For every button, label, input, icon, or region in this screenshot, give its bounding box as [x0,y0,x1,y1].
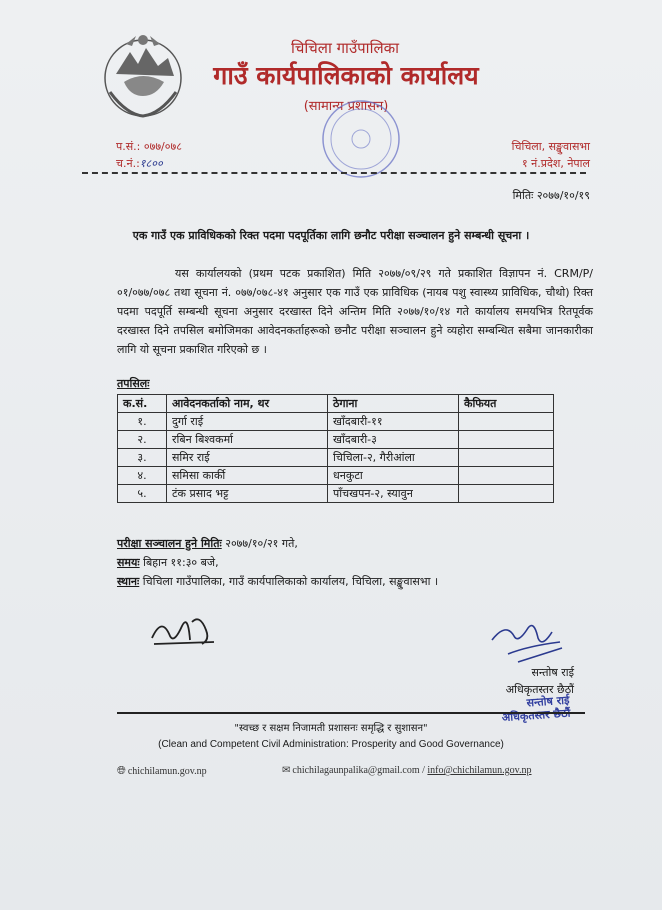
cell-serial: ४. [118,467,167,485]
website-link[interactable] [117,765,207,778]
right-signature [488,618,568,668]
cell-address: खाँदबारी-११ [328,413,459,431]
letter-number-value: ०७७/०७८ [143,140,182,153]
cell-name: टंक प्रसाद भट्ट [167,485,328,503]
notice-body: यस कार्यालयको (प्रथम पटक प्रकाशित) मिति २०७७/०९/२९ गते प्रकाशित विज्ञापन नं. CRM/P/०१/०७७/०७८ तथा सूचना नं. ०७७/०७८-४१ अनुसार एक गाउँ एक प्राविधिक (नायब पशु स्वास्थ्य प्राविधिक, चौथो) रिक्त पदमा पदपूर्ति सम्बन्धी सूचना अनुसार दरखास्त दिने अन्तिम मिति २०७७/१०/१४ गते कार्यालय समयभित्र रितपूर्वक दरखास्त दिने तपसिल बमोजिमका आवेदनकर्ताहरूको छनौट परीक्षा सञ्चालन हुने व्यहोरा सम्बन्धित सबैमा जानकारीका लागि यो सूचना प्रकाशित गरिएको छ । [117,267,593,356]
exam-time-label: समयः [117,556,140,569]
email-primary[interactable]: chichilagaunpalika@gmail.com [292,765,420,776]
exam-time-value: बिहान ११:३० बजे, [143,556,219,569]
office-address [480,138,590,172]
cell-name: समिर राई [167,449,328,467]
cell-serial: ३. [118,449,167,467]
exam-time [117,553,438,572]
cell-address: धनकुटा [328,467,459,485]
section-name: (सामान्य प्रशासन) [303,99,389,114]
header-remarks: कैफियत [459,395,554,413]
exam-date [117,534,438,553]
details-label: तपसिलः [117,377,150,390]
cell-name: रबिन बिश्वकर्मा [167,431,328,449]
letter-number-label: प.सं.: [116,140,141,153]
letter-number [116,138,182,155]
exam-place-value: चिचिला गाउँपालिका, गाउँ कार्यपालिकाको कार्यालय, चिचिला, सङ्खुवासभा । [142,575,439,588]
office-title: गाउँ कार्यपालिकाको कार्यालय [213,61,479,90]
table-row [118,485,554,503]
dispatch-number-label: च.नं.: [116,157,140,170]
notice-subject: एक गाउँ एक प्राविधिकको रिक्त पदमा पदपूर्तिका लागि छनौट परीक्षा सञ्चालन हुने सम्बन्धी सूचना । [132,229,530,242]
municipality-name: चिचिला गाउँपालिका [290,39,400,57]
cell-remarks [459,431,554,449]
notice-date: मितिः २०७७/१०/१९ [512,189,590,202]
applicants-table [117,394,554,503]
header-address: ठेगाना [328,395,459,413]
table-header-row [118,395,554,413]
dispatch-number-value: १८०० [139,157,163,170]
cell-name: दुर्गा राई [167,413,328,431]
cell-serial: १. [118,413,167,431]
exam-details [117,534,438,591]
signatory-name: सन्तोष राई [531,666,574,679]
cell-address: पाँचखपन-२, स्यावुन [328,485,459,503]
envelope-icon: ✉ [282,765,291,776]
exam-place-label: स्थानः [117,575,140,588]
header-divider [82,172,586,174]
exam-place [117,572,438,591]
cell-address: चिचिला-२, गैरीआंला [328,449,459,467]
globe-icon: 🌐︎ [117,765,126,777]
address-line-1: चिचिला, सङ्खुवासभा [511,140,590,153]
cell-remarks [459,449,554,467]
email-block [282,765,532,776]
cell-remarks [459,467,554,485]
dispatch-number [116,155,182,172]
footer-divider [117,712,585,714]
cell-name: समिसा कार्की [167,467,328,485]
address-line-2: १ नं.प्रदेश, नेपाल [521,157,590,170]
exam-date-label: परीक्षा सञ्चालन हुने मितिः [117,537,222,550]
table-row [118,449,554,467]
header-name: आवेदनकर्ताको नाम, थर [167,395,328,413]
email-info[interactable]: info@chichilamun.gov.np [427,765,532,776]
stamp-title: अधिकृतस्तर छैठौं [501,706,571,725]
left-signature [148,608,218,650]
office-stamp-icon [318,96,404,182]
email-separator: / [419,765,428,776]
slogan-nepali: "स्वच्छ र सक्षम निजामती प्रशासनः समृद्धि र सुशासन" [234,723,428,734]
cell-address: खाँदबारी-३ [328,431,459,449]
header-serial: क.सं. [118,395,167,413]
cell-serial: २. [118,431,167,449]
table-row [118,413,554,431]
signatory-title: अधिकृतस्तर छैठौं [505,683,574,696]
table-row [118,431,554,449]
table-row [118,467,554,485]
cell-serial: ५. [118,485,167,503]
slogan-english: (Clean and Competent Civil Administration: Prosperity and Good Governance) [158,739,504,750]
website-text: chichilamun.gov.np [127,766,207,777]
cell-remarks [459,485,554,503]
cell-remarks [459,413,554,431]
signatory-block [454,664,574,698]
exam-date-value: २०७७/१०/२१ गते, [225,537,298,550]
stamp-name: सन्तोष राई [526,693,570,710]
reference-block [116,138,182,172]
